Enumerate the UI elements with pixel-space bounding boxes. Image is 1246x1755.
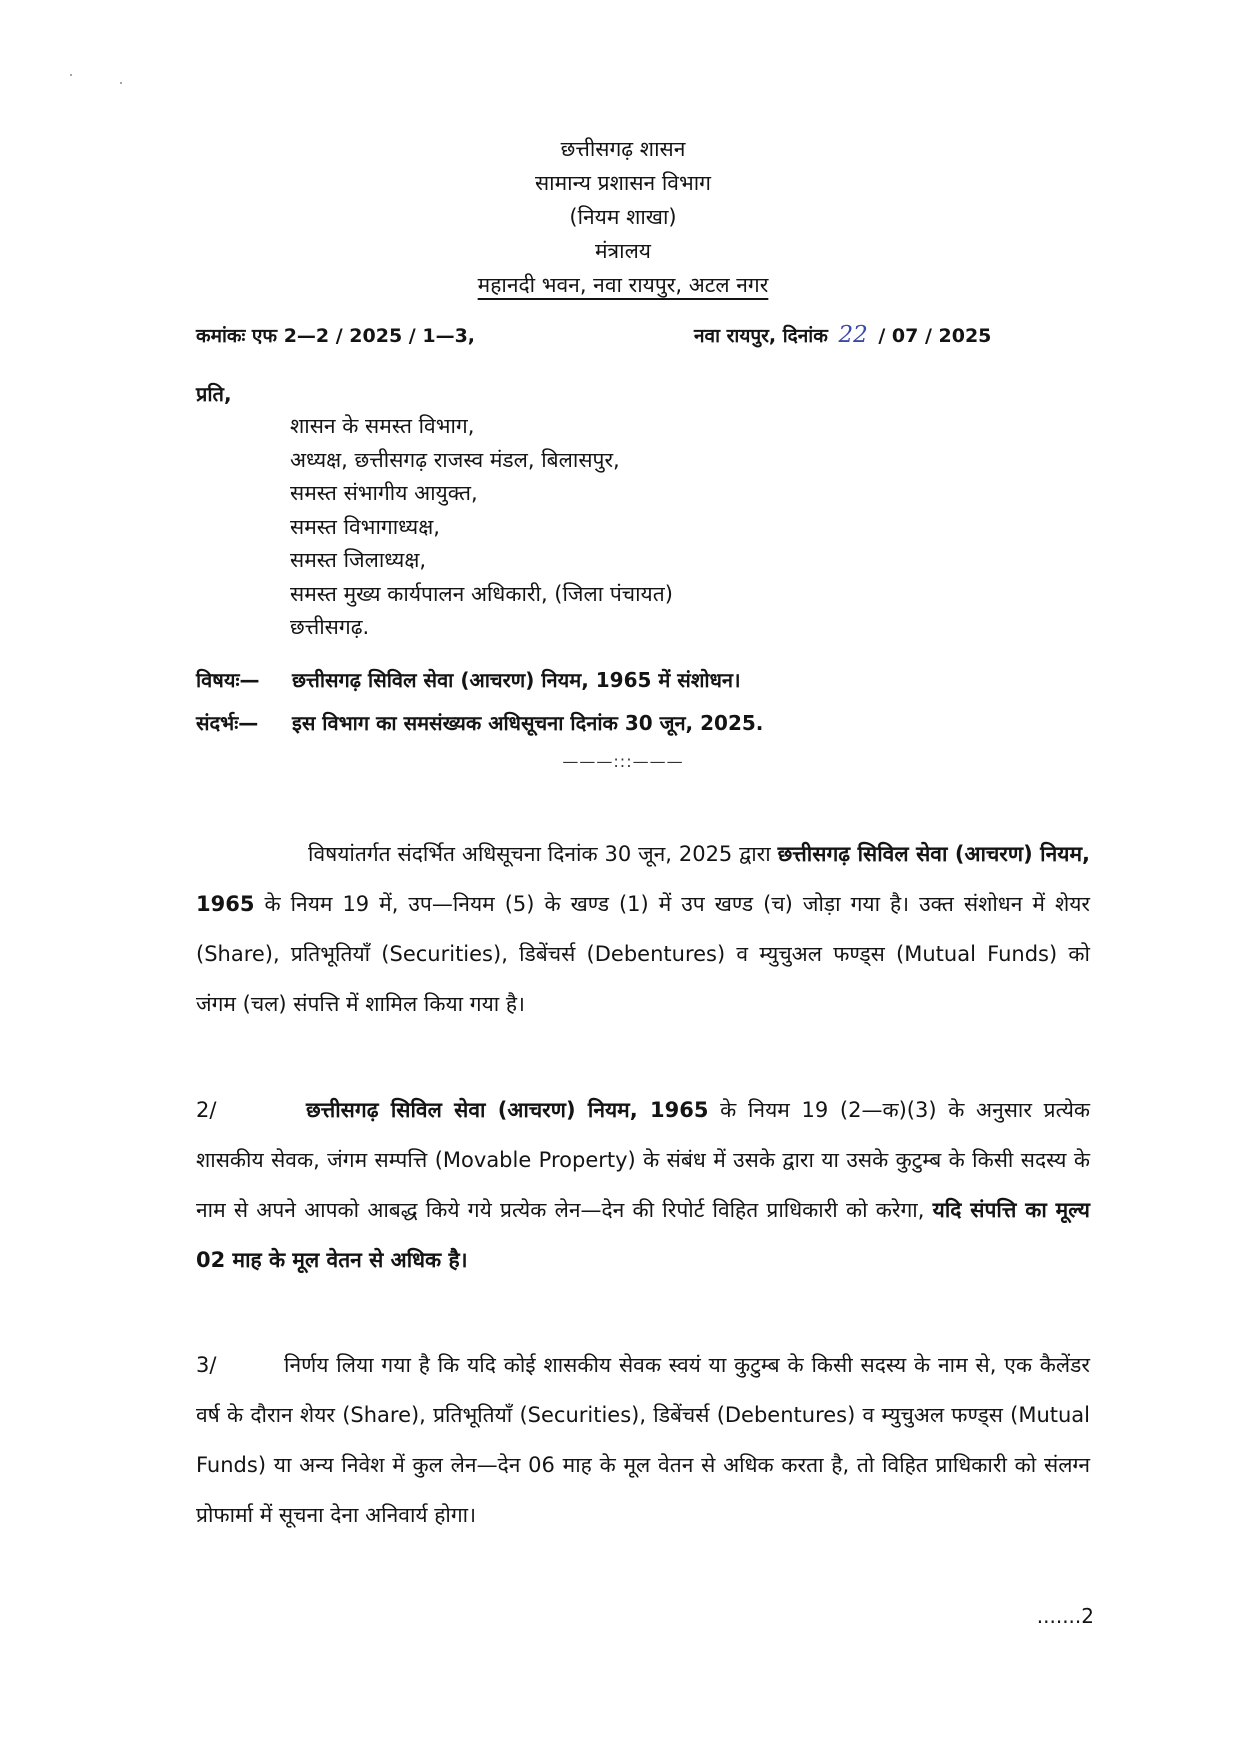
addressee-list [290,410,673,645]
scan-speck [120,82,122,84]
handwritten-day: 22 [838,322,868,348]
addressee: शासन के समस्त विभाग, [290,414,475,438]
subject-line [196,666,741,693]
addressee: समस्त विभागाध्यक्ष, [290,514,440,539]
addressee: समस्त मुख्य कार्यपालन अधिकारी, (जिला पंचायत) [290,581,673,606]
paragraph-1: विषयांतर्गत संदर्भित अधिसूचना दिनांक 30 जून, 2025 द्वारा छत्तीसगढ़ सिविल सेवा (आचरण) नियम, 1965 के नियम 19 में, उप—नियम (5) के खण्ड (1) में उप खण्ड (च) जोड़ा गया है। उक्त संशोधन में शेयर (Share), प्रतिभूतियॉं (Securities), डिबेंचर्स (Debentures) व म्युचुअल फण्ड्स (Mutual Funds) को जंगम (चल) संपत्ति में शामिल किया गया है। [196,842,1090,1016]
page-continuation: .......2 [1036,1604,1094,1628]
rule-name: छत्तीसगढ़ सिविल सेवा (आचरण) नियम, 1965 [196,842,1090,916]
reference-label: संदर्भः— [196,711,259,735]
subject-label: विषयः— [196,668,260,692]
date-prefix: नवा रायपुर, दिनांक [694,325,828,347]
addressee: अध्यक्ष, छत्तीसगढ़ राजस्व मंडल, बिलासपुर, [290,447,620,472]
letterhead-ministry: मंत्रालय [594,239,651,263]
reference-line [196,709,763,736]
rule-name: छत्तीसगढ़ सिविल सेवा (आचरण) नियम, 1965 [306,1098,709,1122]
paragraph-number: 2/ [196,1098,217,1122]
letterhead-government: छत्तीसगढ़ शासन [560,137,686,161]
letterhead-department: सामान्य प्रशासन विभाग [534,171,712,195]
addressee: समस्त जिलाध्यक्ष, [290,548,427,572]
letterhead [0,132,1246,302]
addressee: छत्तीसगढ़. [290,615,370,639]
addressee: समस्त संभागीय आयुक्त, [290,481,478,505]
date-suffix: / 07 / 2025 [878,325,992,347]
paragraph-number: 3/ [196,1353,217,1377]
reference-text: इस विभाग का समसंख्यक अधिसूचना दिनांक 30 जून, 2025. [292,711,764,735]
paragraph-3: 3/ निर्णय लिया गया है कि यदि कोई शासकीय सेवक स्वयं या कुटुम्ब के किसी सदस्य के नाम से, एक कैलेंडर वर्ष के दौरान शेयर (Share), प्रतिभूतियॉं (Securities), डिबेंचर्स (Debentures) व म्युचुअल फण्ड्स (Mutual Funds) या अन्य निवेश में कुल लेन—देन 06 माह के मूल वेतन से अधिक करता है, तो विहित प्राधिकारी को संलग्न प्रोफार्मा में सूचना देना अनिवार्य होगा। [196,1340,1090,1540]
letterhead-branch: (नियम शाखा) [569,205,677,229]
paragraph-2: 2/ छत्तीसगढ़ सिविल सेवा (आचरण) नियम, 1965 के नियम 19 (2—क)(3) के अनुसार प्रत्येक शासकीय सेवक, जंगम सम्पत्ति (Movable Property) के संबंध में उसके द्वारा या उसके कुटुम्ब के किसी सदस्य के नाम से अपने आपको आबद्ध किये गये प्रत्येक लेन—देन की रिपोर्ट विहित प्राधिकारी को करेगा, यदि संपत्ति का मूल्य 02 माह के मूल वेतन से अधिक है। [196,1085,1090,1285]
reference-number: कमांकः एफ 2—2 / 2025 / 1—3, [196,325,476,347]
reference-date [694,322,991,348]
to-label: प्रति, [196,382,232,406]
letterhead-address: महानदी भवन, नवा रायपुर, अटल नगर [477,273,769,297]
separator: ———:::——— [562,752,684,771]
scan-speck [70,74,72,76]
subject-text: छत्तीसगढ़ सिविल सेवा (आचरण) नियम, 1965 में संशोधन। [292,668,741,692]
value-condition: यदि संपत्ति का मूल्य 02 माह के मूल वेतन से अधिक है। [196,1198,1090,1272]
